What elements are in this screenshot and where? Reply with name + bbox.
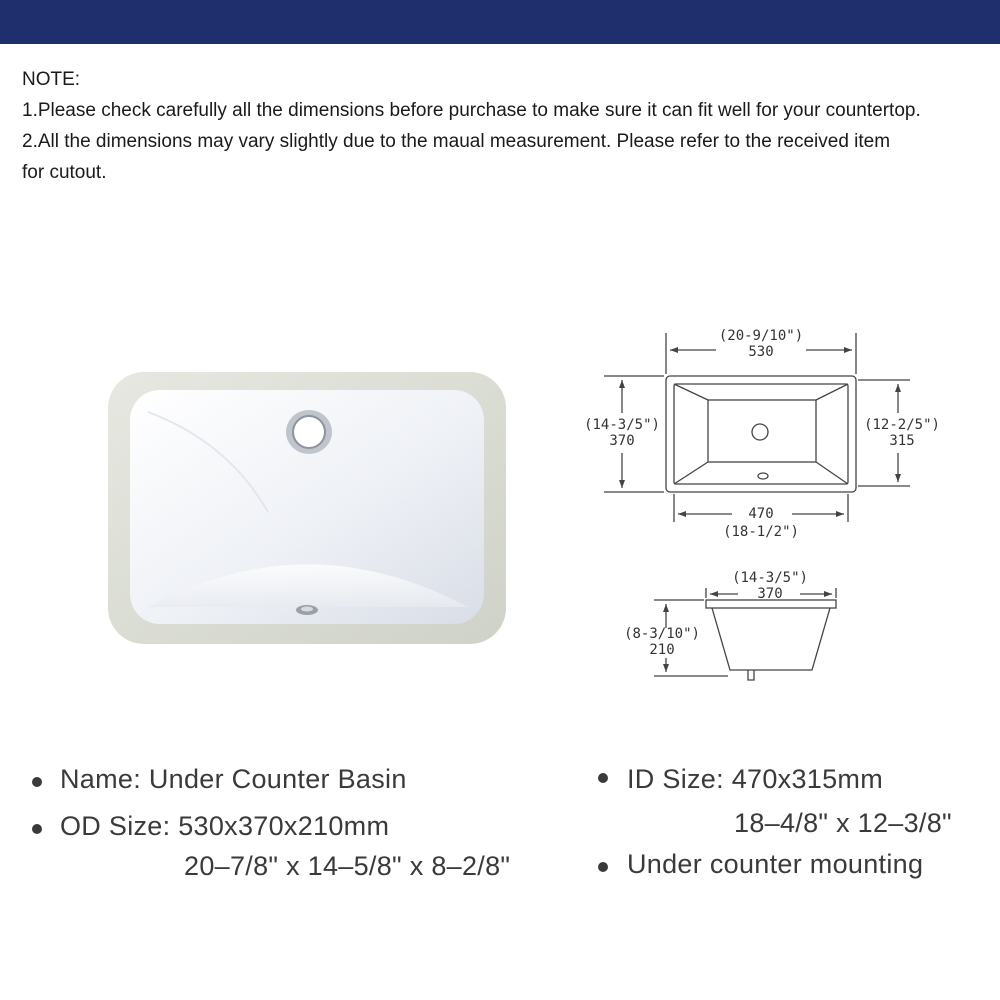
- note-line-1: 1.Please check carefully all the dimensions before purchase to make sure it can fit well for your countertop.: [22, 100, 921, 121]
- top-width-inches: (20-9/10"): [718, 328, 804, 344]
- note-line-2-cont: for cutout.: [22, 162, 107, 183]
- header-bar: [0, 0, 1000, 44]
- bullet-dot: [598, 862, 608, 872]
- top-width-mm: 530: [748, 344, 774, 360]
- note-line-2: 2.All the dimensions may vary slightly due to the maual measurement. Please refer to the received item: [22, 131, 891, 152]
- bullet-dot: [32, 777, 42, 787]
- left-depth-mm: 370: [609, 433, 635, 449]
- spec-od-inches: 20–7/8" x 14–5/8" x 8–2/8": [184, 851, 511, 881]
- spec-od-size: OD Size: 530x370x210mm: [60, 811, 390, 841]
- bottom-width-mm: 470: [748, 506, 774, 522]
- spec-name: Name: Under Counter Basin: [60, 764, 407, 794]
- bottom-width-inches: (18-1/2"): [723, 524, 799, 540]
- spec-id-inches: 18–4/8" x 12–3/8": [734, 808, 952, 838]
- spec-mounting: Under counter mounting: [627, 849, 924, 879]
- note-title: NOTE:: [22, 69, 81, 90]
- side-height-inches: (8-3/10"): [624, 626, 700, 642]
- side-height-mm: 210: [649, 642, 675, 658]
- right-depth-mm: 315: [889, 433, 915, 449]
- side-width-mm: 370: [757, 586, 783, 602]
- bullet-dot: [32, 824, 42, 834]
- bullet-dot: [598, 773, 608, 783]
- right-depth-inches: (12-2/5"): [864, 417, 940, 433]
- spec-id-size: ID Size: 470x315mm: [627, 764, 884, 794]
- dimension-drawing: [580, 318, 980, 698]
- left-depth-inches: (14-3/5"): [584, 417, 660, 433]
- side-width-inches: (14-3/5"): [732, 570, 808, 586]
- basin-photo: [108, 372, 506, 644]
- note-section: [22, 64, 992, 188]
